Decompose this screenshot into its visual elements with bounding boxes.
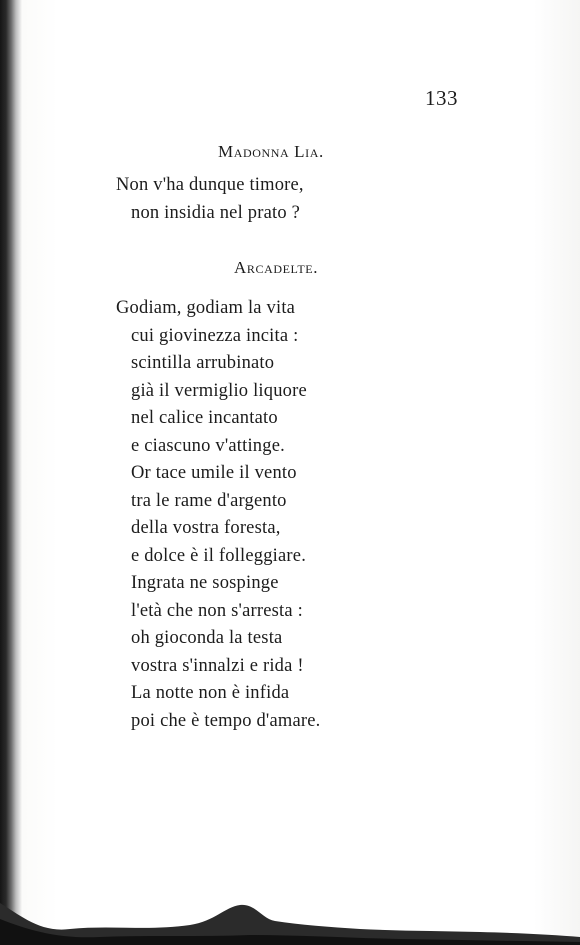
page-bottom-edge-shadow	[0, 885, 580, 945]
verse-line: Or tace umile il vento	[131, 463, 297, 483]
verse-line: e ciascuno v'attinge.	[131, 435, 285, 456]
verse-line: oh gioconda la testa	[131, 628, 283, 648]
verse-line: scintilla arrubinato	[131, 353, 275, 373]
verse-line: Godiam, godiam la vita	[116, 298, 296, 318]
verse-line: cui giovinezza incita :	[131, 325, 299, 346]
verse-line: vostra s'innalzi e rida !	[131, 655, 304, 676]
verse-line: già il vermiglio liquore	[131, 380, 307, 401]
verse-line: Non v'ha dunque timore,	[116, 175, 304, 195]
page-number: 133	[425, 86, 458, 110]
verse-line: della vostra foresta,	[131, 518, 281, 538]
verse-line: nel calice incantato	[131, 408, 278, 428]
verse-line: poi che è tempo d'amare.	[131, 710, 321, 731]
speaker-name: Madonna Lia.	[218, 142, 324, 161]
verse-line: non insidia nel prato ?	[131, 203, 301, 223]
book-spine-shadow	[0, 0, 22, 945]
verse-line: e dolce è il folleggiare.	[131, 545, 307, 566]
verse-line: La notte non è infida	[131, 683, 290, 703]
verse-line: tra le rame d'argento	[131, 490, 287, 511]
verse-line: Ingrata ne sospinge	[131, 573, 279, 593]
verse-line: l'età che non s'arresta :	[131, 600, 303, 621]
speaker-name: Arcadelte.	[234, 258, 319, 277]
